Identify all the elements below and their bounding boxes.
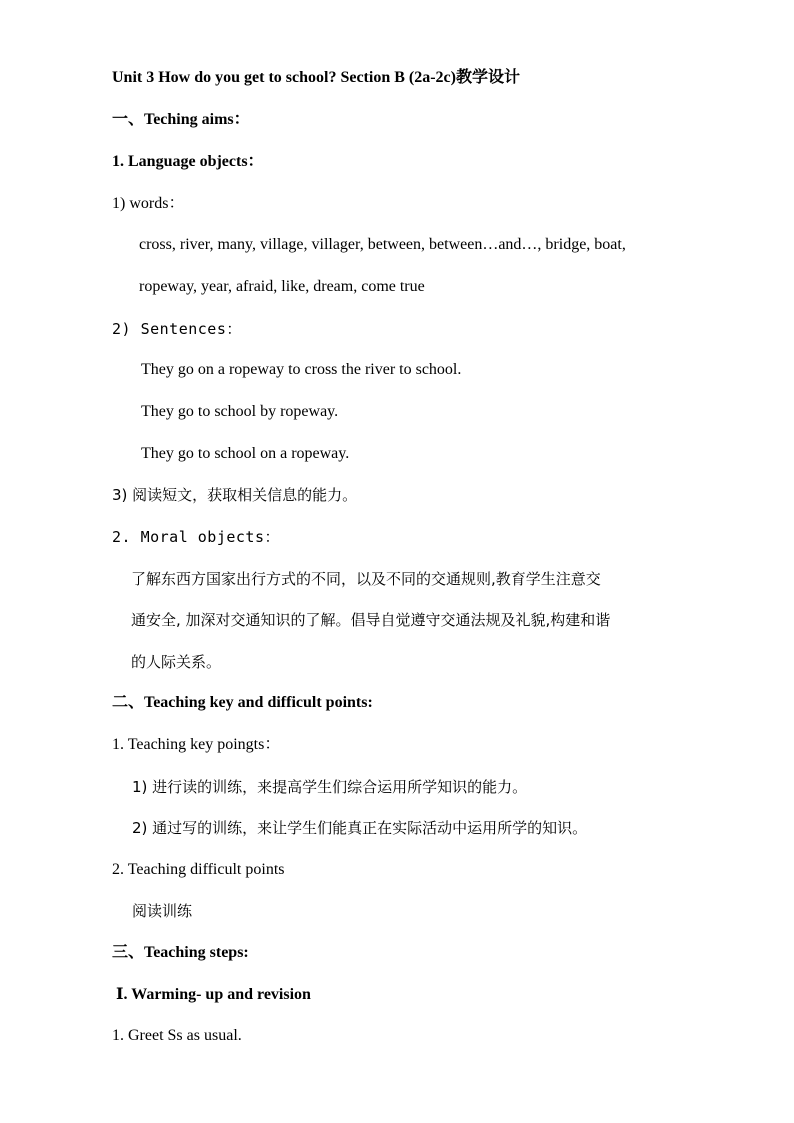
sentence-3: They go to school on a ropeway. [141, 445, 350, 462]
steps-heading: 三、Teaching steps: [112, 944, 249, 961]
sentences-label: 2) Sentences： [112, 320, 242, 338]
key-points-heading: 二、Teaching key and difficult points: [112, 694, 373, 711]
difficult-points-label: 2. Teaching difficult points [112, 861, 285, 878]
key-point-2: 2) 通过写的训练，来让学生们能真正在实际活动中运用所学的知识。 [132, 819, 588, 837]
aims-heading: 一、Teching aims： [112, 111, 250, 128]
moral-text-line-1: 了解东西方国家出行方式的不同，以及不同的交通规则,教育学生注意交 [131, 570, 601, 588]
reading-ability-item: 3) 阅读短文，获取相关信息的能力。 [112, 486, 358, 504]
moral-objects-heading: 2. Moral objects： [112, 528, 280, 546]
key-point-1: 1) 进行读的训练，来提高学生们综合运用所学知识的能力。 [132, 778, 528, 796]
key-points-label: 1. Teaching key poingts： [112, 736, 281, 753]
warmup-heading: Ⅰ. Warming- up and revision [116, 986, 311, 1003]
document-title: Unit 3 How do you get to school? Section B (2a-2c)教学设计 [112, 69, 520, 86]
sentence-2: They go to school by ropeway. [141, 403, 339, 420]
words-line-2: ropeway, year, afraid, like, dream, come true [139, 278, 425, 295]
sentence-1: They go on a ropeway to cross the river to school. [141, 361, 462, 378]
words-label: 1) words： [112, 195, 185, 212]
moral-text-line-2: 通安全, 加深对交通知识的了解。倡导自觉遵守交通法规及礼貌,构建和谐 [131, 611, 611, 629]
step-1: 1. Greet Ss as usual. [112, 1027, 242, 1044]
difficult-point-item: 阅读训练 [132, 902, 193, 920]
moral-text-line-3: 的人际关系。 [131, 653, 222, 671]
words-line-1: cross, river, many, village, villager, between, between…and…, bridge, boat, [139, 236, 626, 253]
language-objects-heading: 1. Language objects： [112, 153, 264, 170]
